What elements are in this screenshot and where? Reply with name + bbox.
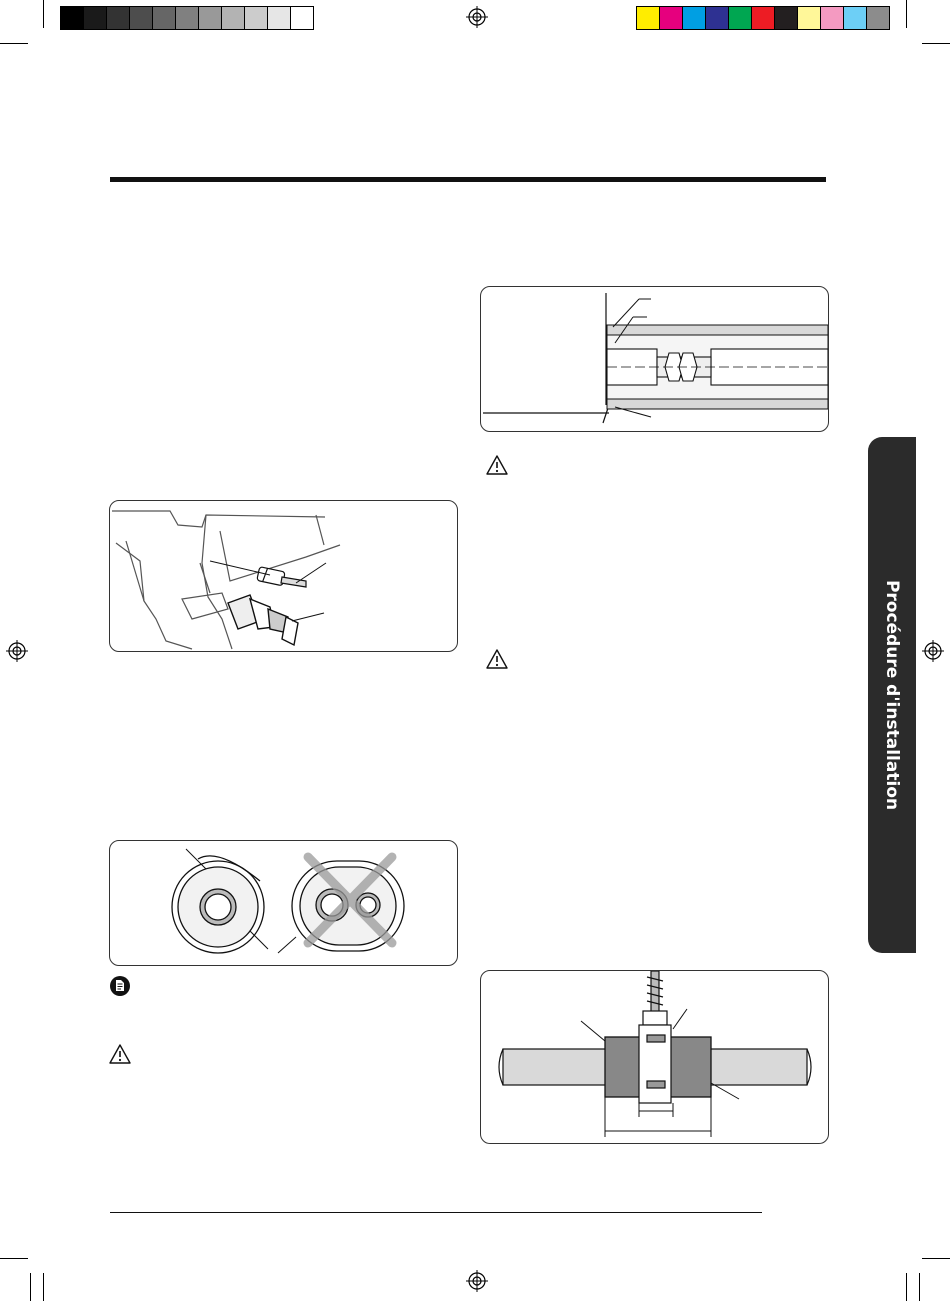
- registration-mark-icon: [466, 1270, 488, 1292]
- insulation-wrap-figure: [109, 840, 458, 966]
- gray-swatch: [198, 6, 222, 30]
- pipe-connection-figure: [109, 500, 458, 652]
- section-side-tab-label: Procédure d'installation: [882, 579, 902, 811]
- gray-swatch: [83, 6, 107, 30]
- insulation-joint-drawing: [481, 287, 828, 431]
- crop-mark: [0, 1258, 28, 1259]
- insulation-joint-figure: [480, 286, 829, 432]
- section-side-tab: [868, 437, 916, 953]
- color-swatch: [866, 6, 890, 30]
- pipe-hanger-figure: [480, 970, 829, 1144]
- registration-mark-icon: [466, 6, 488, 28]
- note-icon: [109, 975, 131, 997]
- footer-rule: [110, 1212, 762, 1213]
- color-swatch: [636, 6, 660, 30]
- crop-mark: [43, 0, 44, 28]
- crop-mark: [906, 1273, 907, 1301]
- crop-mark: [0, 43, 28, 44]
- color-swatch: [774, 6, 798, 30]
- color-swatch: [728, 6, 752, 30]
- gray-swatch: [129, 6, 153, 30]
- registration-mark-icon: [922, 640, 944, 662]
- crop-mark: [922, 1258, 950, 1259]
- warning-icon: [109, 1043, 131, 1065]
- gray-swatch: [152, 6, 176, 30]
- color-swatch: [820, 6, 844, 30]
- crop-mark: [30, 1273, 31, 1301]
- gray-swatch: [175, 6, 199, 30]
- color-swatch: [705, 6, 729, 30]
- color-swatch: [682, 6, 706, 30]
- warning-icon: [486, 454, 508, 476]
- gray-swatch: [106, 6, 130, 30]
- registration-mark-icon: [6, 640, 28, 662]
- crop-mark: [43, 1273, 44, 1301]
- color-swatch: [843, 6, 867, 30]
- gray-swatch: [290, 6, 314, 30]
- gray-swatch: [244, 6, 268, 30]
- crop-mark: [919, 1273, 920, 1301]
- insulation-wrap-drawing: [110, 841, 457, 965]
- color-swatch: [751, 6, 775, 30]
- header-rule: [110, 177, 826, 182]
- gray-swatch: [267, 6, 291, 30]
- crop-mark: [922, 43, 950, 44]
- gray-swatch: [221, 6, 245, 30]
- color-swatch: [659, 6, 683, 30]
- pipe-hanger-drawing: [481, 971, 828, 1143]
- warning-icon: [486, 648, 508, 670]
- crop-mark: [906, 0, 907, 28]
- gray-swatch: [60, 6, 84, 30]
- pipe-connection-drawing: [110, 501, 457, 651]
- color-swatch: [797, 6, 821, 30]
